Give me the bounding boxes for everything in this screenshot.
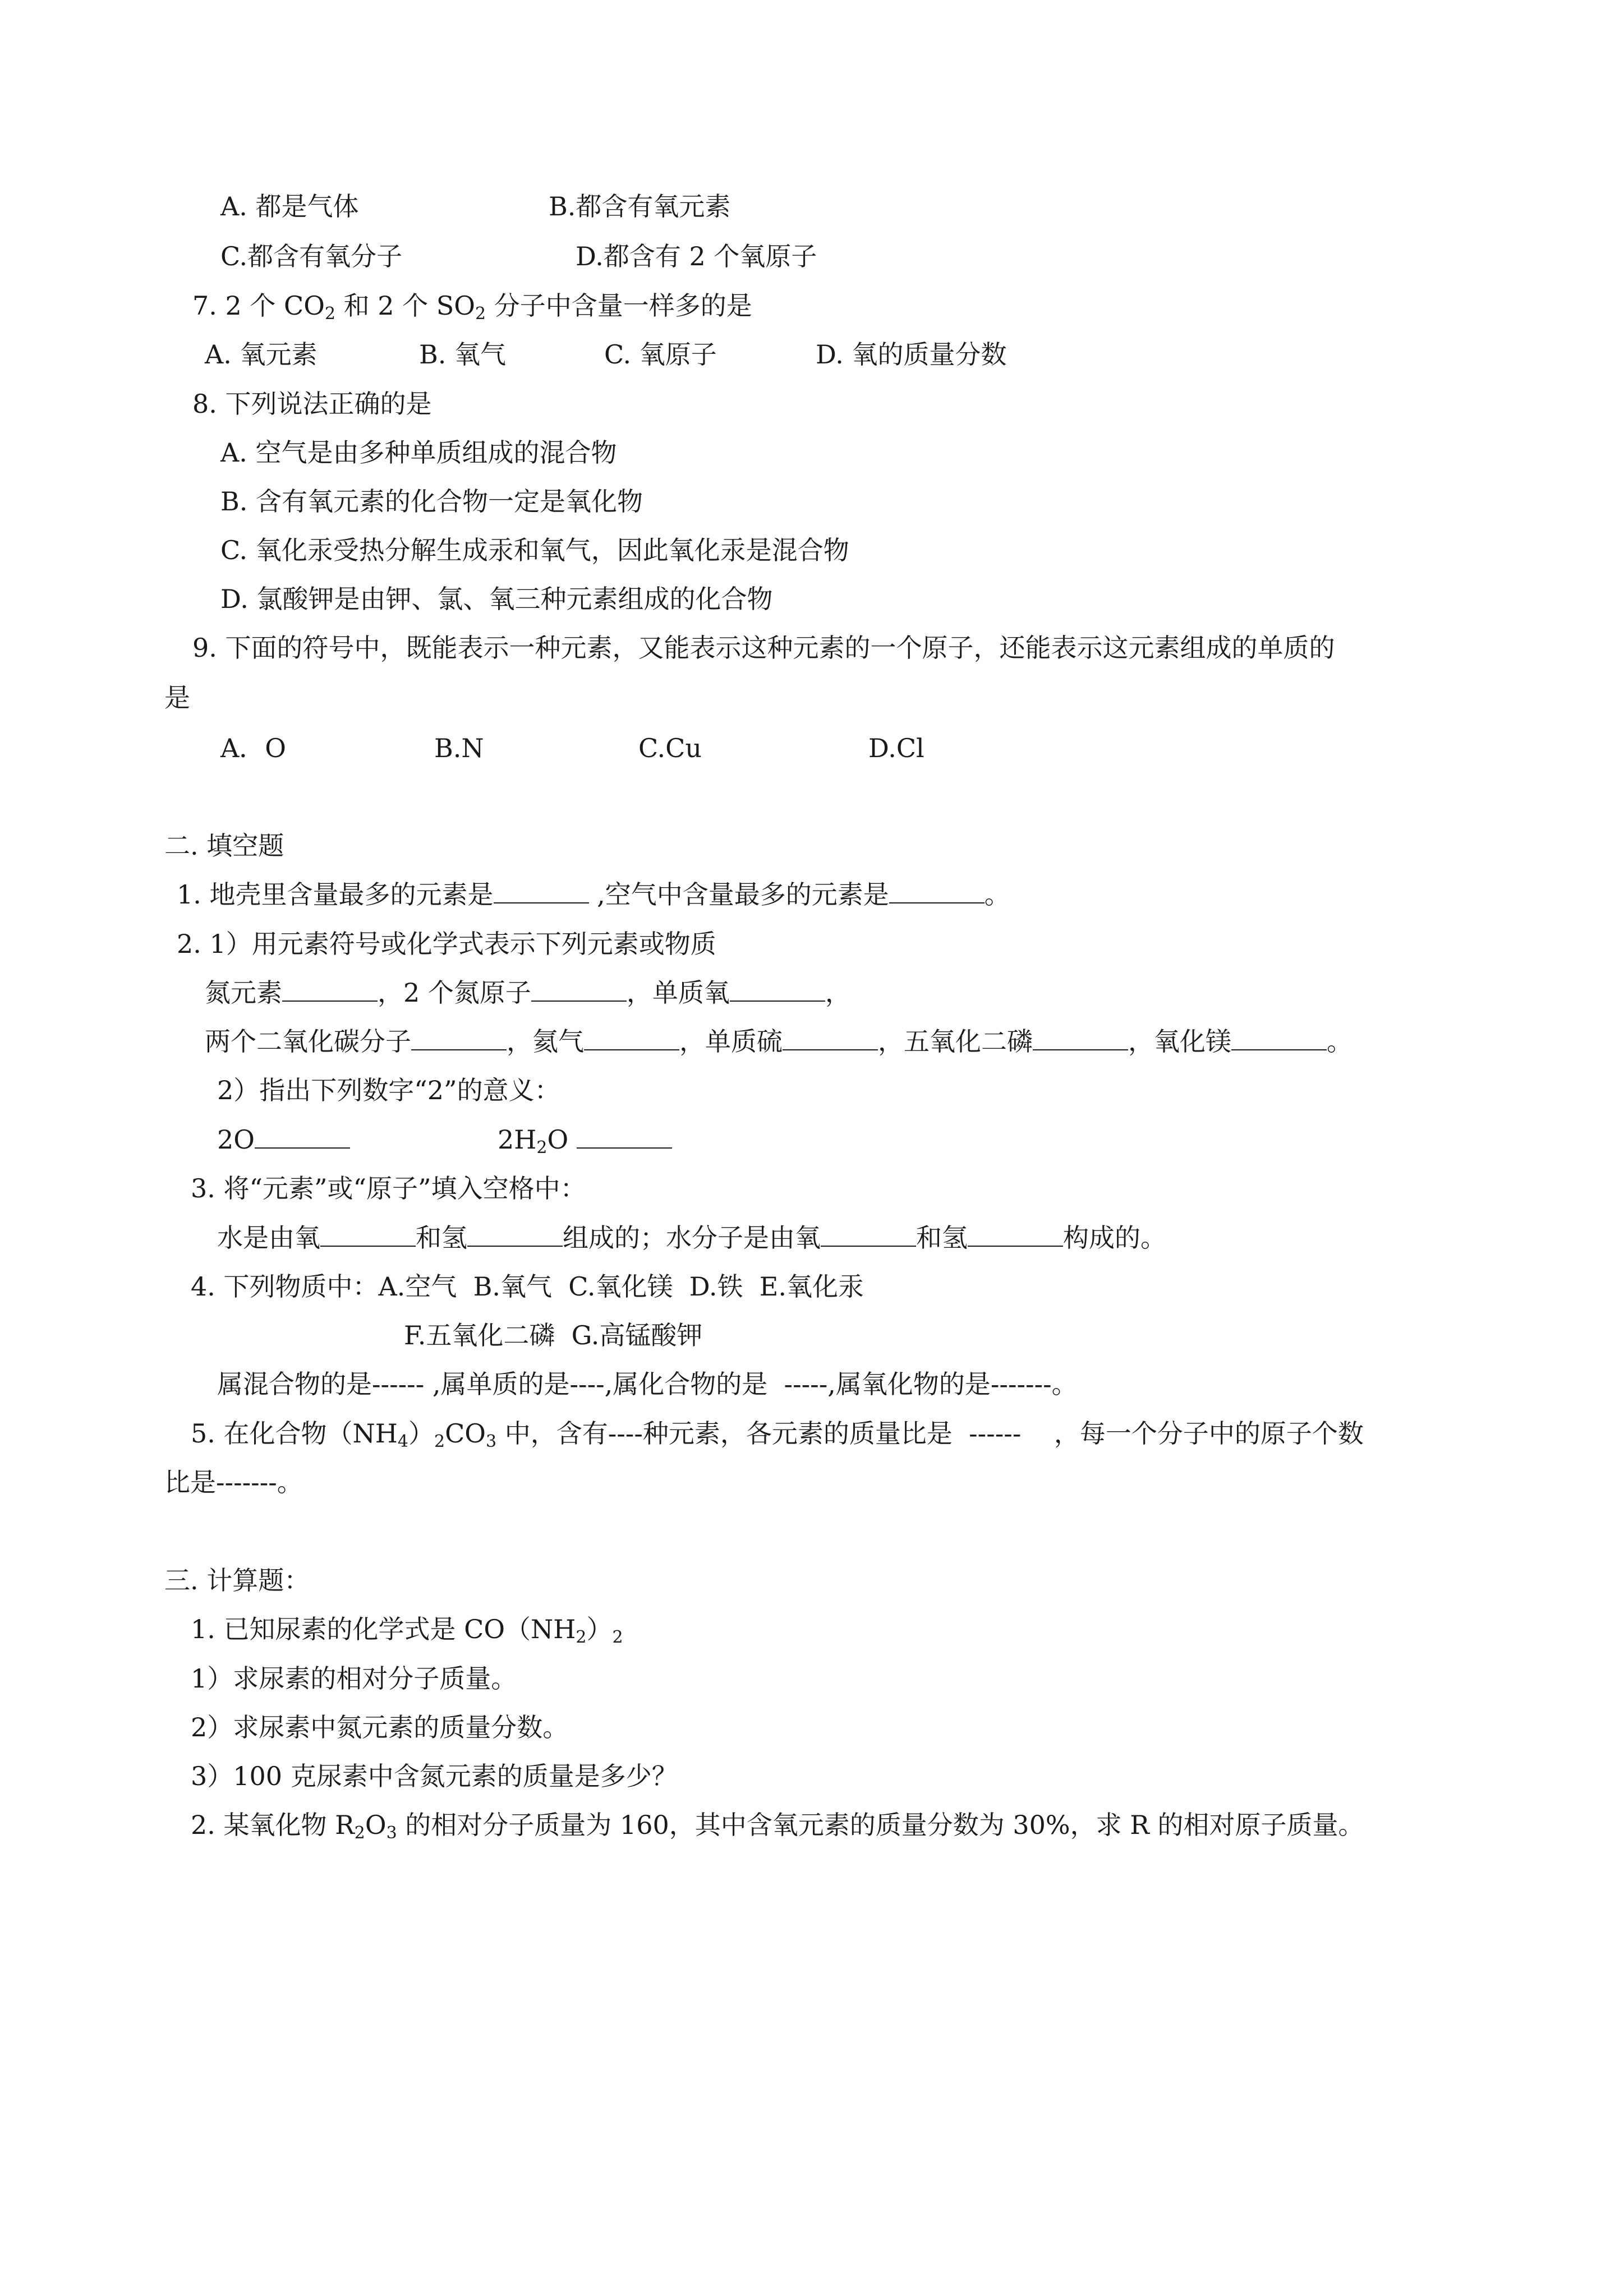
answer-blank[interactable] xyxy=(411,1027,507,1050)
fill2-row2: 两个二氧化碳分子 ，氦气 ，单质硫 ，五氧化二磷 ，氧化镁 。 xyxy=(205,1026,1352,1057)
fill4-line1: 4. 下列物质中：A.空气 B.氧气 C.氧化镁 D.铁 E.氧化汞 xyxy=(191,1271,864,1302)
answer-blank[interactable] xyxy=(584,1027,679,1050)
q7-option-c: C. 氧原子 xyxy=(604,339,717,370)
calc1-q1: 1）求尿素的相对分子质量。 xyxy=(191,1663,517,1694)
answer-blank[interactable] xyxy=(730,978,825,1002)
q8-option-b: B. 含有氧元素的化合物一定是氧化物 xyxy=(220,486,643,517)
answer-blank[interactable] xyxy=(821,1223,916,1247)
q7-option-b: B. 氧气 xyxy=(419,339,507,370)
q9-option-c: C.Cu xyxy=(638,733,702,763)
q9-stem-line1: 9. 下面的符号中，既能表示一种元素，又能表示这种元素的一个原子，还能表示这元素组成的单质的 xyxy=(192,633,1335,663)
fill2-row1: 氮元素 ，2 个氮原子 ，单质氧 ， xyxy=(205,978,851,1008)
answer-blank[interactable] xyxy=(467,1223,563,1247)
fill4-line2: F.五氧化二磷 G.高锰酸钾 xyxy=(404,1320,703,1350)
answer-blank[interactable] xyxy=(1033,1027,1128,1050)
q7-stem: 7. 2 个 $CO_2$ 和 2 个 $SO_2$ 分子中含量一样多的是 xyxy=(192,291,752,324)
q8-option-a: A. 空气是由多种单质组成的混合物 xyxy=(220,437,617,468)
fill2-title: 2. 1）用元素符号或化学式表示下列元素或物质 xyxy=(177,929,716,959)
answer-blank[interactable] xyxy=(255,1125,350,1149)
answer-blank[interactable] xyxy=(531,978,627,1002)
fill4-line3: 属混合物的是------ ,属单质的是----,属化合物的是 -----,属氧化物的是-------。 xyxy=(217,1369,1078,1399)
answer-blank[interactable] xyxy=(282,978,378,1002)
calc1-q3: 3）100 克尿素中含氮元素的质量是多少？ xyxy=(191,1761,678,1791)
fill2-sub2: 2）指出下列数字“2”的意义： xyxy=(217,1075,560,1105)
fill1: 1. 地壳里含量最多的元素是 ,空气中含量最多的元素是 。 xyxy=(177,879,1010,910)
q6-option-a: A. 都是气体 xyxy=(220,191,359,222)
answer-blank[interactable] xyxy=(889,880,984,903)
fill2-2o: 2O xyxy=(217,1123,350,1156)
q6-option-b: B.都含有氧元素 xyxy=(549,191,731,222)
calc2-stem: 2. 某氧化物 $R_2O_3$ 的相对分子质量为 160，其中含氧元素的质量分数为 30%，求 R 的相对原子质量。 xyxy=(191,1810,1364,1843)
calc1-stem: 1. 已知尿素的化学式是 $CO(NH_2)_2$ xyxy=(191,1614,623,1647)
q8-option-d: D. 氯酸钾是由钾、氯、氧三种元素组成的化合物 xyxy=(220,584,773,614)
answer-blank[interactable] xyxy=(968,1223,1063,1247)
q8-stem: 8. 下列说法正确的是 xyxy=(192,389,432,419)
q7-option-a: A. 氧元素 xyxy=(205,339,318,370)
answer-blank[interactable] xyxy=(1231,1027,1327,1050)
fill3-row: 水是由氧 和氢 组成的；水分子是由氧 和氢 构成的。 xyxy=(217,1223,1166,1253)
section2-heading: 二. 填空题 xyxy=(164,831,284,861)
fill5-line1: 5. 在化合物$(NH_4)_2CO_3$ 中，含有----种元素，各元素的质量比是 ------ ，每一个分子中的原子个数 xyxy=(191,1418,1364,1451)
q6-option-d: D.都含有 2 个氧原子 xyxy=(576,241,817,271)
answer-blank[interactable] xyxy=(577,1125,672,1149)
answer-blank[interactable] xyxy=(320,1223,416,1247)
q9-option-b: B.N xyxy=(434,733,484,763)
q9-option-d: D.Cl xyxy=(868,733,924,763)
q8-option-c: C. 氧化汞受热分解生成汞和氧气，因此氧化汞是混合物 xyxy=(220,535,849,565)
fill3-title: 3. 将“元素”或“原子”填入空格中： xyxy=(191,1173,586,1204)
fill5-line2: 比是-------。 xyxy=(164,1467,303,1497)
answer-blank[interactable] xyxy=(494,880,589,903)
q6-option-c: C.都含有氧分子 xyxy=(220,241,403,271)
answer-blank[interactable] xyxy=(783,1027,878,1050)
section3-heading: 三. 计算题： xyxy=(164,1565,310,1596)
q9-stem-line2: 是 xyxy=(164,683,190,713)
calc1-q2: 2）求尿素中氮元素的质量分数。 xyxy=(191,1712,569,1742)
q7-option-d: D. 氧的质量分数 xyxy=(816,339,1007,370)
fill2-2h2o: $2H_2O$ xyxy=(498,1123,672,1156)
q9-option-a: A．O xyxy=(220,733,286,763)
